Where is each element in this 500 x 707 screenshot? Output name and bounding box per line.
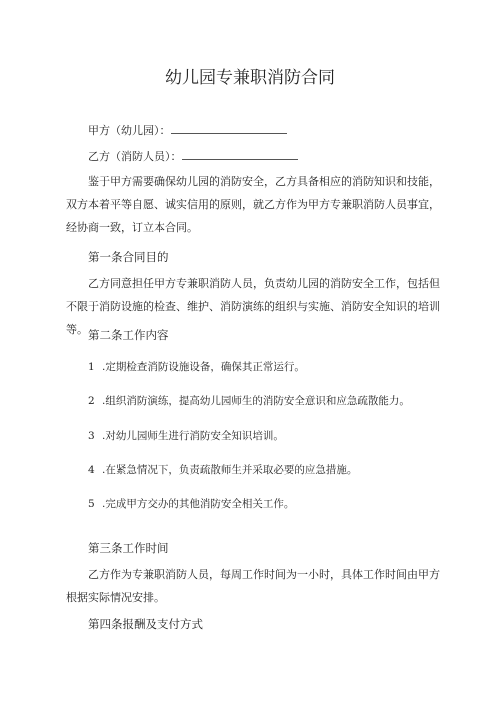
section3-heading: 第三条工作时间 <box>88 541 169 555</box>
section3-body: 乙方作为专兼职消防人员，每周工作时间为一小时，具体工作时间由甲方根据实际情况安排。 <box>66 568 440 604</box>
list-item-number: 1 <box>88 361 95 373</box>
list-item <box>88 429 284 443</box>
section4-heading: 第四条报酬及支付方式 <box>88 617 203 631</box>
party-a-label: 甲方（幼儿园）： <box>88 124 171 137</box>
section2-heading: 第二条工作内容 <box>88 328 169 342</box>
party-b-line <box>88 148 298 164</box>
section1-heading: 第一条合同目的 <box>88 250 169 264</box>
list-item <box>88 394 410 408</box>
document-title: 幼儿园专兼职消防合同 <box>165 68 335 88</box>
party-a-line <box>88 122 287 138</box>
list-item-text: .完成甲方交办的其他消防安全相关工作。 <box>102 498 295 510</box>
intro-paragraph: 鉴于甲方需要确保幼儿园的消防安全，乙方具备相应的消防知识和技能，双方本着平等自愿、诚实信用的原则，就乙方作为甲方专兼职消防人员事宜，经协商一致，订立本合同。 <box>66 175 440 234</box>
section1-body: 乙方同意担任甲方专兼职消防人员，负责幼儿园的消防安全工作，包括但不限于消防设施的检查、维护、消防演练的组织与实施、消防安全知识的培训等。 <box>66 277 440 336</box>
list-item-number: 5 <box>88 498 95 510</box>
list-item-number: 3 <box>88 430 95 442</box>
party-a-blank[interactable] <box>171 122 287 134</box>
list-item-text: .在紧急情况下，负责疏散师生并采取必要的应急措施。 <box>102 464 358 476</box>
list-item-text: .定期检查消防设施设备，确保其正常运行。 <box>102 361 305 373</box>
list-item <box>88 463 357 477</box>
list-item-number: 2 <box>88 395 95 407</box>
party-b-label: 乙方（消防人员）： <box>88 150 182 163</box>
list-item <box>88 497 294 511</box>
party-b-blank[interactable] <box>182 148 298 160</box>
list-item-text: .组织消防演练，提高幼儿园师生的消防安全意识和应急疏散能力。 <box>102 395 410 407</box>
list-item <box>88 360 305 374</box>
list-item-text: .对幼儿园师生进行消防安全知识培训。 <box>102 430 284 442</box>
list-item-number: 4 <box>88 464 95 476</box>
